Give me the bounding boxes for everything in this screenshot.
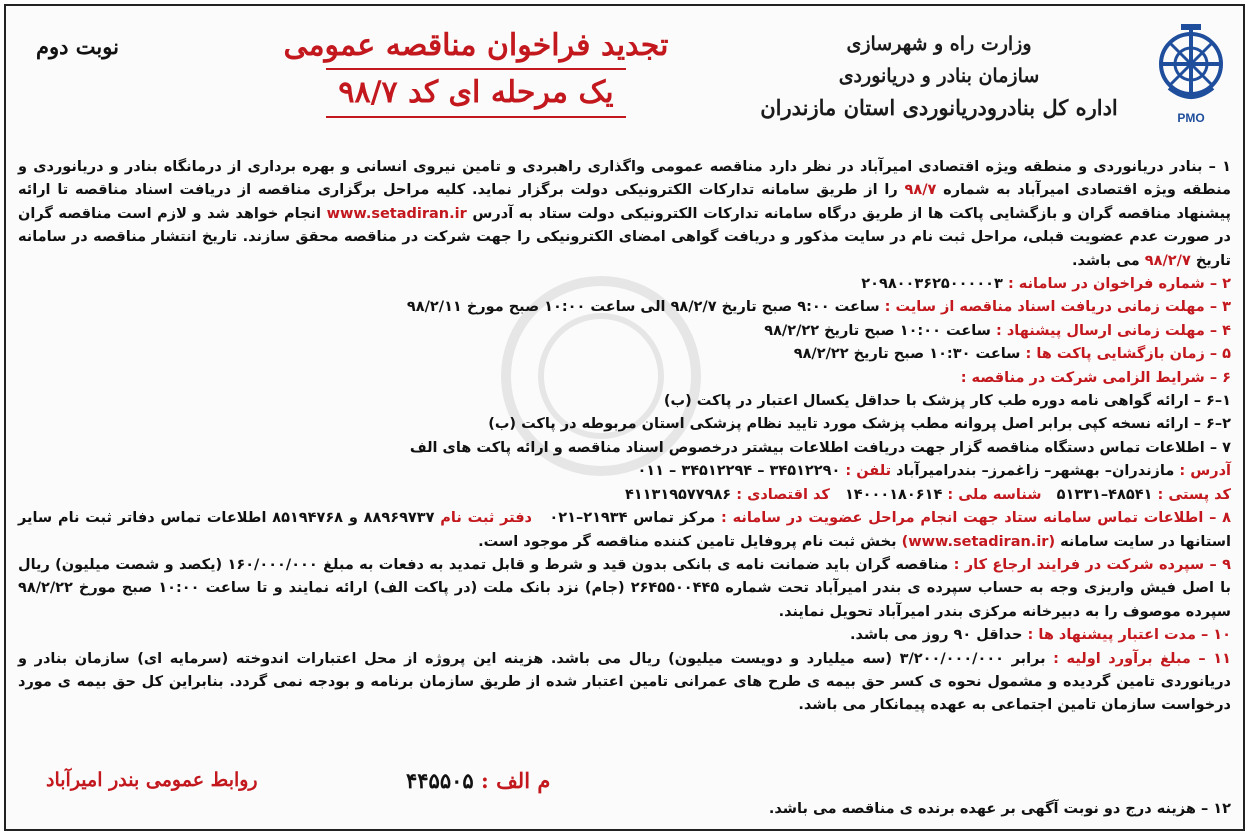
paragraph-4: ۴ – مهلت زمانی ارسال پیشنهاد : ساعت ۱۰:۰۰ صبح تاریخ ۹۸/۲/۲۲ — [764, 322, 1231, 339]
paragraph-12: ۱۲ – هزینه درج دو نوبت آگهی بر عهده برنده ی مناقصه می باشد. — [768, 801, 1231, 817]
subtitle-divider — [326, 116, 626, 118]
ad-code: م الف : ۴۴۵۵۰۵ — [406, 768, 551, 793]
paragraph-1: ۱ – بنادر دریانوردی و منطقه ویژه اقتصادی امیرآباد در نظر دارد مناقصه عمومی واگذاری راهبردی و تامین نیروی انسانی و بهره برداری از درمانگاه بنادر و دریانوردی و منطقه ویژه اقتصادی امیرآباد به شماره ۹۸/۷ را از طریق سامانه تدارکات الکترونیکی دولت برگزار نماید. کلیه مراحل برگزاری مناقصه از دریافت اسناد مناقصه تا ارائه پیشنهاد مناقصه گران و بازگشایی پاکت ها از طریق درگاه سامانه تدارکات الکترونیکی دولت ستاد به آدرس www.setadiran.ir انجام خواهد شد و لازم است مناقصه گران در صورت عدم عضویت قبلی، مراحل ثبت نام در سایت مذکور و دریافت گواهی امضای الکترونیکی را جهت شرکت در مناقصه محقق سازند. تاریخ انتشار مناقصه در سامانه تاریخ ۹۸/۲/۷ می باشد. — [18, 159, 1231, 269]
paragraph-6: ۶ – شرایط الزامی شرکت در مناقصه : — [960, 369, 1231, 386]
page-title: تجدید فراخوان مناقصه عمومی — [283, 28, 669, 63]
paragraph-7: ۷ – اطلاعات تماس دستگاه مناقصه گزار جهت دریافت اطلاعات بیشتر درخصوص اسناد مناقصه و ارائه پاکت های الف — [409, 439, 1231, 456]
org-ports: سازمان بنادر و دریانوردی — [838, 65, 1040, 87]
logo-text: PMO — [1177, 111, 1205, 125]
title-block — [266, 24, 686, 118]
turn-label: نوبت دوم — [36, 34, 119, 59]
public-relations: روابط عمومی بندر امیرآباد — [46, 769, 258, 791]
paragraph-8: ۸ – اطلاعات تماس سامانه ستاد جهت انجام مراحل عضویت در سامانه : مرکز تماس ۲۱۹۳۴–۰۲۱ دفتر ثبت نام ۸۸۹۶۹۷۳۷ و ۸۵۱۹۴۷۶۸ اطلاعات تماس دفاتر ثبت نام سایر استانها در سایت سامانه (www.setadiran.ir) بخش ثبت نام پروفایل تامین کننده مناقصه گر موجود است. — [18, 510, 1231, 550]
paragraph-11: ۱۱ – مبلغ برآورد اولیه : برابر ۳/۲۰۰/۰۰۰/۰۰۰ (سه میلیارد و دویست میلیون) ریال می باشد. هزینه این پروژه از محل اعتبارات اندوخته (سرمایه ای) سازمان بنادر و دریانوردی تامین گردیده و مشمول نحوه ی کسر حق بیمه ی طرح های عمرانی تامین اعتبار شده از طریق سازمان برنامه و بودجه نمی گردد. بنابراین کل حق بیمه ی مورد درخواست سازمان تامین اجتماعی به عهده پیمانکار می باشد. — [18, 650, 1231, 714]
paragraph-5: ۵ – زمان بازگشایی پاکت ها : ساعت ۱۰:۳۰ صبح تاریخ ۹۸/۲/۲۲ — [793, 346, 1231, 363]
tender-notice — [4, 4, 1245, 831]
setad-link[interactable]: www.setadiran.ir — [326, 205, 467, 222]
page-subtitle: یک مرحله ای کد ۹۸/۷ — [338, 75, 614, 110]
setad-link-2[interactable]: (www.setadiran.ir) — [901, 533, 1056, 550]
paragraph-6-1: ۱–۶ – ارائه گواهی نامه دوره طب کار پزشک با حداقل یکسال اعتبار در پاکت (ب) — [663, 393, 1231, 410]
header-org — [731, 22, 1231, 132]
org-mazandaran: اداره کل بنادرودریانوردی استان مازندران — [760, 95, 1118, 120]
paragraph-10: ۱۰ – مدت اعتبار پیشنهاد ها : حداقل ۹۰ روز می باشد. — [849, 627, 1231, 644]
codes-line: کد پستی : ۴۸۵۴۱–۵۱۳۳۱ شناسه ملی : ۱۴۰۰۰۱۸۰۶۱۴ کد اقتصادی : ۴۱۱۳۱۹۵۷۷۹۸۶ — [624, 486, 1231, 503]
paragraph-2: ۲ – شماره فراخوان در سامانه : ۲۰۹۸۰۰۳۶۲۵۰۰۰۰۰۳ — [861, 276, 1231, 293]
org-ministry: وزارت راه و شهرسازی — [846, 33, 1032, 55]
address-line: آدرس : مازندران– بهشهر– زاغمرز– بندرامیرآباد تلفن : ۳۴۵۱۲۲۹۰ – ۳۴۵۱۲۲۹۴ – ۰۱۱ — [637, 463, 1231, 480]
paragraph-6-2: ۲–۶ – ارائه نسخه کپی برابر اصل پروانه مطب پزشک مورد تایید نظام پزشکی استان مربوطه در پاکت (ب) — [488, 416, 1231, 433]
notice-body — [18, 156, 1231, 718]
paragraph-9: ۹ – سپرده شرکت در فرایند ارجاع کار : مناقصه گران باید ضمانت نامه ی بانکی بدون قید و شرط و قابل تمدید به دفعات به مبلغ ۱۶۰/۰۰۰/۰۰۰ (یکصد و شصت میلیون) ریال با اصل فیش واریزی وجه به حساب سپرده ی بندر امیرآباد تحت شماره ۲۶۴۵۵۰۰۴۴۵ (جام) نزد بانک ملت (در پاکت الف) ارائه نمایند و تا ساعت ۱۰:۰۰ صبح مورخ ۹۸/۲/۲۲ سپرده موصوف را به دبیرخانه مرکزی بندر امیرآباد تحویل نمایند. — [18, 556, 1231, 620]
paragraph-3: ۳ – مهلت زمانی دریافت اسناد مناقصه از سایت : ساعت ۹:۰۰ صبح تاریخ ۹۸/۲/۷ الی ساعت ۱۰:۰۰ صبح مورخ ۹۸/۲/۱۱ — [406, 299, 1231, 316]
pmo-logo-icon — [1151, 22, 1231, 130]
